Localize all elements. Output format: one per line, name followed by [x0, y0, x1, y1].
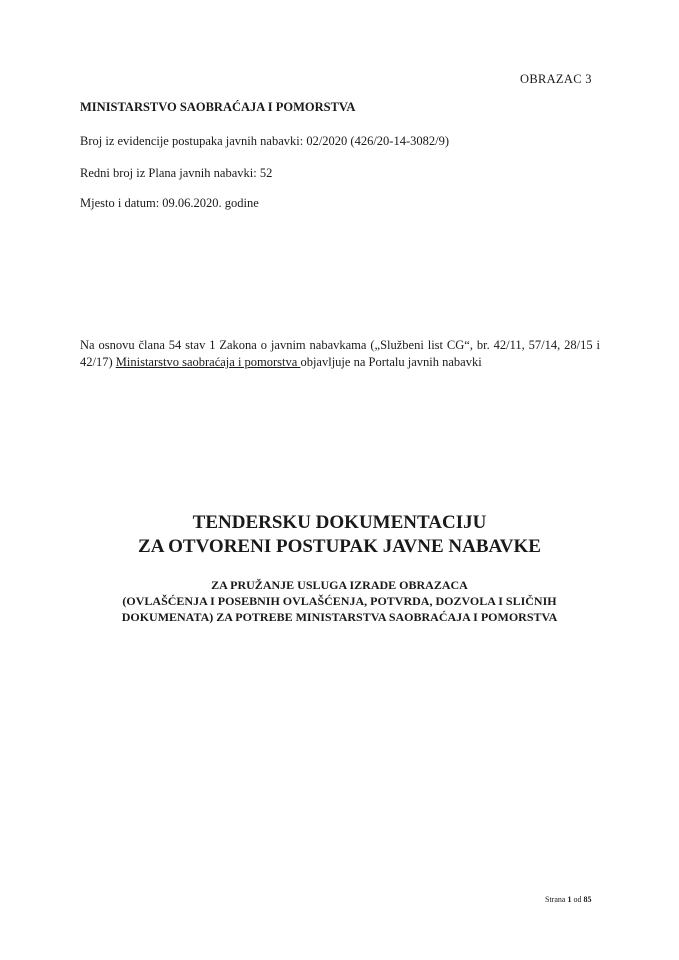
- intro-ministry-underlined: Ministarstvo saobraćaja i pomorstva: [115, 355, 301, 369]
- document-title-line-2: ZA OTVORENI POSTUPAK JAVNE NABAVKE: [138, 536, 541, 557]
- intro-text-after: objavljuje na Portalu javnih nabavki: [300, 355, 482, 369]
- current-page: 1: [567, 895, 572, 904]
- subtitle-line-3: DOKUMENATA) ZA POTREBE MINISTARSTVA SAOBRAĆAJA I POMORSTVA: [121, 610, 558, 624]
- page-footer: [545, 895, 591, 904]
- subtitle-line-2: (OVLAŠĆENJA I POSEBNIH OVLAŠĆENJA, POTVRDA, DOZVOLA I SLIČNIH: [122, 594, 557, 608]
- intro-paragraph: [80, 337, 600, 371]
- total-pages: 85: [583, 895, 592, 904]
- place-and-date: Mjesto i datum: 09.06.2020. godine: [80, 196, 259, 210]
- intro-text-before: Na osnovu člana 54 stav 1 Zakona o javnim nabavkama („Službeni list CG“, br. 42/11, 57/14, 28/15 i 42/17): [80, 338, 600, 369]
- ministry-name: MINISTARSTVO SAOBRAĆAJA I POMORSTVA: [80, 100, 356, 114]
- document-subtitle: [0, 577, 679, 625]
- form-number: OBRAZAC 3: [520, 72, 592, 86]
- subtitle-line-1: ZA PRUŽANJE USLUGA IZRADE OBRAZACA: [211, 578, 468, 592]
- procurement-record-number: Broj iz evidencije postupaka javnih nabavki: 02/2020 (426/20-14-3082/9): [80, 134, 450, 148]
- document-title-line-1: TENDERSKU DOKUMENTACIJU: [192, 512, 487, 533]
- footer-prefix: Strana: [545, 895, 568, 904]
- footer-middle: od: [571, 895, 584, 904]
- plan-number: Redni broj iz Plana javnih nabavki: 52: [80, 166, 273, 180]
